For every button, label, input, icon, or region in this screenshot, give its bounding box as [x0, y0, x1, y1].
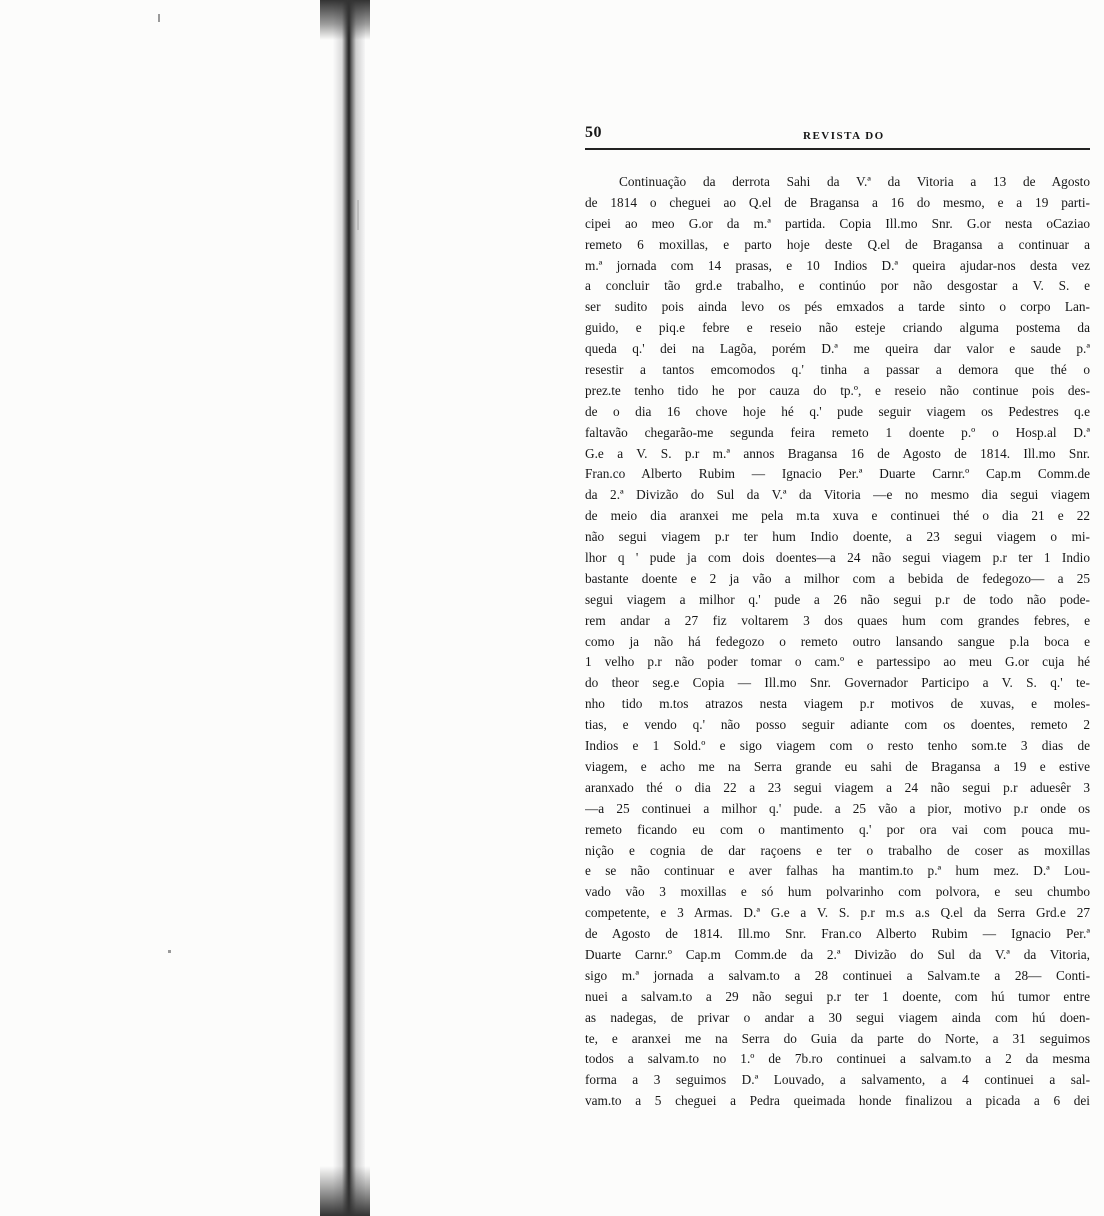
text-line: segui viagem a milhor q.' pude a 26 não segui p.r de todo não pode- — [585, 591, 1090, 607]
text-line: prez.te tenho tido he por cauza do tp.º, e reseio não continue pois des- — [585, 382, 1090, 398]
text-line: faltavão chegarão-me segunda feira remeto 1 doente p.º o Hosp.al D.ª — [585, 424, 1090, 440]
text-line: de Agosto de 1814. Ill.mo Snr. Fran.co Alberto Rubim — Ignacio Per.ª — [585, 926, 1090, 942]
text-line: remeto 6 moxillas, e parto hoje deste Q.el de Bragansa a continuar a — [585, 236, 1090, 252]
text-line: de o dia 16 chove hoje hé q.' pude seguir viagem os Pedestres q.e — [585, 403, 1090, 419]
text-line: forma a 3 seguimos D.ª Louvado, a salvamento, a 4 continuei a sal- — [585, 1072, 1090, 1088]
text-line: do theor seg.e Copia — Ill.mo Snr. Governador Participo a V. S. q.' te- — [585, 675, 1090, 691]
text-line: 1 velho p.r não poder tomar o cam.º e partessipo ao meu G.or cuja hé — [585, 654, 1090, 670]
running-head: REVISTA DO — [803, 130, 885, 142]
text-line: guido, e piq.e febre e reseio não esteje criando alguma postema da — [585, 320, 1090, 336]
text-line: Duarte Carnr.º Cap.m Comm.de da 2.ª Divizão do Sul da V.ª da Vitoria, — [585, 946, 1090, 962]
text-line: ser sudito pois ainda levo os pés emxados a tarde sinto o corpo Lan- — [585, 299, 1090, 315]
text-line: remeto ficando eu com o mantimento q.' por ora vai com pouca mu- — [585, 821, 1090, 837]
text-line: nição e cognia de dar raçoens e ter o trabalho de coser as moxillas — [585, 842, 1090, 858]
text-line: tias, e vendo q.' não posso seguir adiante com os doentes, remeto 2 — [585, 717, 1090, 733]
text-line: —a 25 continuei a milhor q.' pude. a 25 vão a pior, motivo p.r onde os — [585, 800, 1090, 816]
scan-speck — [158, 14, 160, 22]
text-line: m.ª jornada com 14 prasas, e 10 Indios D.ª queira ajudar-nos desta vez — [585, 257, 1090, 273]
scan-speck — [357, 200, 359, 230]
text-line: e se não continuar e aver falhas ha mantim.to p.ª hum mez. D.ª Lou- — [585, 863, 1090, 879]
text-line: nho tido m.tos atrazos nesta viagem p.r motivos de xuvas, e moles- — [585, 696, 1090, 712]
body-text — [585, 172, 1090, 1112]
text-line: te, e aranxei me na Serra do Guia da parte do Norte, a 31 seguimos — [585, 1030, 1090, 1046]
text-line: competente, e 3 Armas. D.ª G.e a V. S. p.r m.s a.s Q.el da Serra Grd.e 27 — [585, 905, 1090, 921]
text-line: rem andar a 27 fiz voltarem 3 dos quaes hum com grandes febres, e — [585, 612, 1090, 628]
text-line: cipei ao meo G.or da m.ª partida. Copia Ill.mo Snr. G.or nesta oCaziao — [585, 215, 1090, 231]
text-line: bastante doente e 2 ja vão a milhor com a bebida de fedegozo— a 25 — [585, 570, 1090, 586]
text-line: a concluir tão grd.e trabalho, e continúo por não desgostar a V. S. e — [585, 278, 1090, 294]
text-line: sigo m.ª jornada a salvam.to a 28 continuei a Salvam.te a 28— Conti- — [585, 967, 1090, 983]
text-line: de 1814 o cheguei ao Q.el de Bragansa a 16 do mesmo, e a 19 parti- — [585, 194, 1090, 210]
text-line: da 2.ª Divizão do Sul da V.ª da Vitoria —e no mesmo dia segui viagem — [585, 487, 1090, 503]
page-number: 50 — [585, 124, 602, 141]
gutter-shadow-top — [320, 0, 370, 40]
text-line: lhor q ' pude ja com dois doentes—a 24 não segui viagem p.r ter 1 Indio — [585, 550, 1090, 566]
text-line: vam.to a 5 cheguei a Pedra queimada honde finalizou a picada a 6 dei — [585, 1093, 1090, 1109]
text-line: Fran.co Alberto Rubim — Ignacio Per.ª Duarte Carnr.º Cap.m Comm.de — [585, 466, 1090, 482]
text-line: de meio dia aranxei me pela m.ta xuva e continuei thé o dia 21 e 22 — [585, 508, 1090, 524]
text-line: resestir a tantos emcomodos q.' tinha a passar a demora que thé o — [585, 362, 1090, 378]
book-gutter — [333, 0, 365, 1216]
gutter-shadow-bottom — [320, 1166, 370, 1216]
text-line: Continuação da derrota Sahi da V.ª da Vitoria a 13 de Agosto — [619, 174, 1090, 189]
text-line: nuei a salvam.to a 29 não segui p.r ter 1 doente, com hú tumor entre — [585, 988, 1090, 1004]
text-line: todos a salvam.to no 1.º de 7b.ro continuei a salvam.to a 2 da mesma — [585, 1051, 1090, 1067]
text-line: as nadegas, de privar o andar a 30 segui viagem ainda com hú doen- — [585, 1009, 1090, 1025]
text-line: não segui viagem p.r ter hum Indio doente, a 23 segui viagem o mi- — [585, 529, 1090, 545]
text-line: Indios e 1 Sold.º e sigo viagem com o resto tenho som.te 3 dias de — [585, 738, 1090, 754]
header-rule — [585, 148, 1090, 150]
text-line: como ja não há fedegozo o remeto outro lansando sangue p.la boca e — [585, 633, 1090, 649]
scan-speck — [168, 950, 171, 953]
text-line: aranxado thé o dia 22 a 23 segui viagem a 24 não segui p.r aduesêr 3 — [585, 779, 1090, 795]
text-line: viagem, e acho me na Serra grande eu sahi de Bragansa a 19 e estive — [585, 758, 1090, 774]
text-line: queda q.' dei na Lagõa, porém D.ª me queira dar valor e saude p.ª — [585, 341, 1090, 357]
text-line: G.e a V. S. p.r m.ª annos Bragansa 16 de Agosto de 1814. Ill.mo Snr. — [585, 445, 1090, 461]
text-line: vado vão 3 moxillas e só hum polvarinho com polvora, e seu chumbo — [585, 884, 1090, 900]
